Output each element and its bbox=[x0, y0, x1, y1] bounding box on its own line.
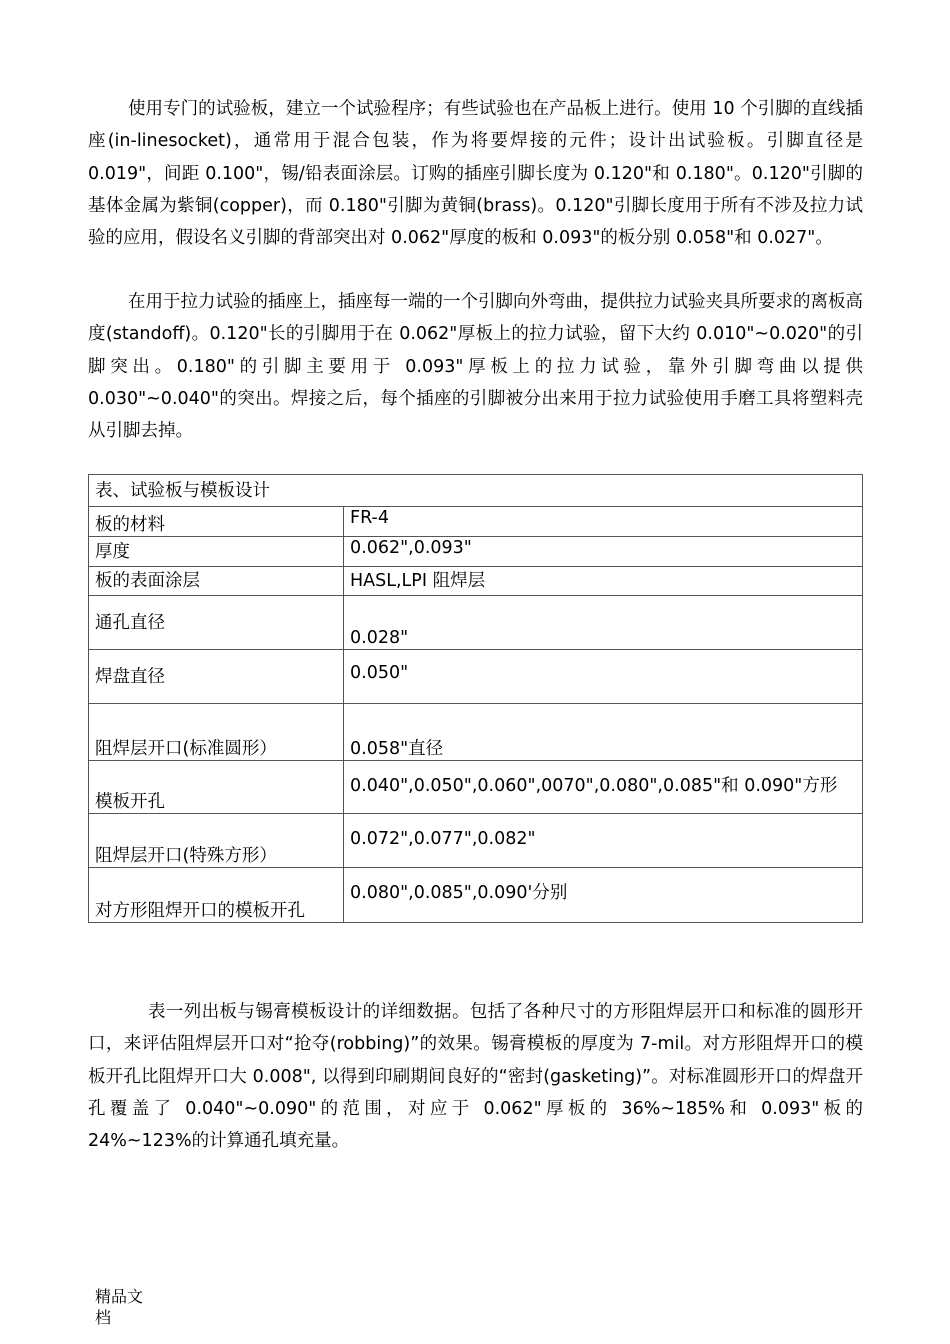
footer-watermark: 精品文档 bbox=[95, 1287, 144, 1327]
row-label: 板的材料 bbox=[89, 507, 344, 537]
row-value: 0.028" bbox=[344, 596, 863, 650]
row-value: 0.040",0.050",0.060",0070",0.080",0.085"和 0.090"方形 bbox=[344, 761, 863, 814]
row-label: 模板开孔 bbox=[89, 761, 344, 814]
row-value: 0.050" bbox=[344, 650, 863, 704]
row-value: 0.062",0.093" bbox=[344, 537, 863, 567]
table-row bbox=[89, 507, 863, 537]
row-label: 对方形阻焊开口的模板开孔 bbox=[89, 868, 344, 923]
row-label: 阻焊层开口(特殊方形） bbox=[89, 814, 344, 868]
table-row bbox=[89, 704, 863, 761]
row-value: FR-4 bbox=[344, 507, 863, 537]
paragraph-pull-test-sockets: 在用于拉力试验的插座上，插座每一端的一个引脚向外弯曲，提供拉力试验夹具所要求的离板高度(standoff)。0.120"长的引脚用于在 0.062"厚板上的拉力试验，留下大约 0.010"~0.020"的引脚突出。0.180"的引脚主要用于 0.093"厚板上的拉力试验，靠外引脚弯曲以提供 0.030"~0.040"的突出。焊接之后，每个插座的引脚被分出来用于拉力试验使用手磨工具将塑料壳从引脚去掉。 bbox=[88, 292, 863, 442]
row-label: 通孔直径 bbox=[89, 596, 344, 650]
test-board-stencil-table bbox=[88, 474, 863, 923]
table-row bbox=[89, 814, 863, 868]
table-row bbox=[89, 650, 863, 704]
row-value: HASL,LPI 阻焊层 bbox=[344, 567, 863, 596]
paragraph-table-summary: 表一列出板与锡膏模板设计的详细数据。包括了各种尺寸的方形阻焊层开口和标准的圆形开口，来评估阻焊层开口对“抢夺(robbing)”的效果。锡膏模板的厚度为 7-mil。对方形阻焊开口的模板开孔比阻焊开口大 0.008", 以得到印刷期间良好的“密封(gasketing)”。对标准圆形开口的焊盘开孔覆盖了 0.040"~0.090"的范围，对应于 0.062"厚板的 36%~185%和 0.093"板的 24%~123%的计算通孔填充量。 bbox=[88, 1002, 863, 1152]
table-caption: 表、试验板与模板设计 bbox=[89, 475, 863, 507]
row-label: 阻焊层开口(标准圆形） bbox=[89, 704, 344, 761]
row-value: 0.080",0.085",0.090'分别 bbox=[344, 868, 863, 923]
table-row bbox=[89, 537, 863, 567]
table-row bbox=[89, 596, 863, 650]
table-row bbox=[89, 868, 863, 923]
paragraph-test-board-intro: 使用专门的试验板，建立一个试验程序；有些试验也在产品板上进行。使用 10 个引脚的直线插座(in-linesocket)，通常用于混合包装，作为将要焊接的元件；设计出试验板。引脚直径是 0.019"，间距 0.100"，锡/铅表面涂层。订购的插座引脚长度为 0.120"和 0.180"。0.120"引脚的基体金属为紫铜(copper)，而 0.180"引脚为黄铜(brass)。0.120"引脚长度用于所有不涉及拉力试验的应用，假设名义引脚的背部突出对 0.062"厚度的板和 0.093"的板分别 0.058"和 0.027"。 bbox=[88, 99, 863, 249]
row-value: 0.072",0.077",0.082" bbox=[344, 814, 863, 868]
row-label: 板的表面涂层 bbox=[89, 567, 344, 596]
table-row bbox=[89, 761, 863, 814]
row-value: 0.058"直径 bbox=[344, 704, 863, 761]
table-row bbox=[89, 567, 863, 596]
table-caption-row bbox=[89, 475, 863, 507]
row-label: 焊盘直径 bbox=[89, 650, 344, 704]
row-label: 厚度 bbox=[89, 537, 344, 567]
